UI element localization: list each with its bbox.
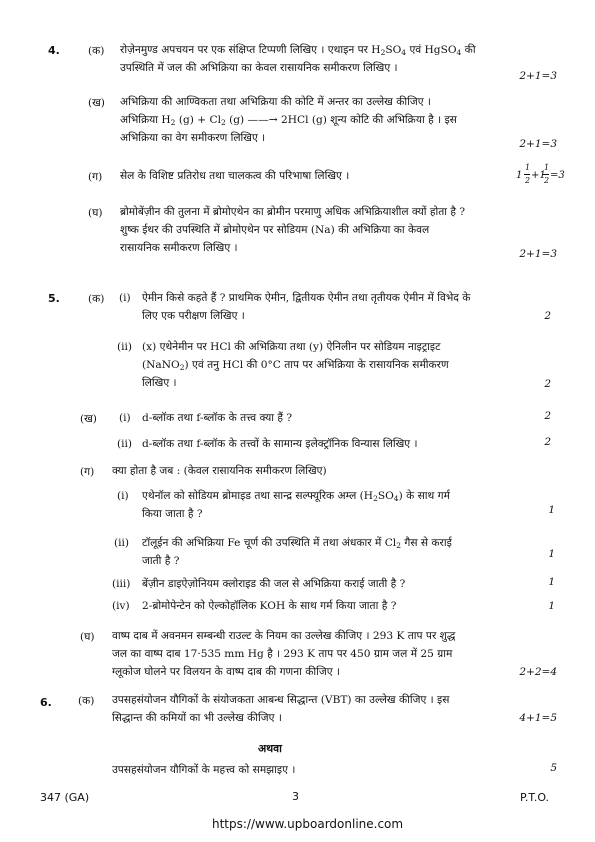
q4a-marks: 2+1=3 xyxy=(519,70,557,82)
q5d-line3: ग्लूकोज घोलने पर विलयन के वाष्प दाब की गणना कीजिए । xyxy=(112,666,340,678)
q5a-i-line2: लिए एक परीक्षण लिखिए । xyxy=(142,310,245,322)
q4a-label: (क) xyxy=(88,45,105,57)
page-number: 3 xyxy=(292,790,299,803)
q6a-line1: उपसहसंयोजन यौगिकों के संयोजकता आबन्ध सिद्धान्त (VBT) का उल्लेख कीजिए । इस xyxy=(112,694,450,706)
q4b-line1: अभिक्रिया की आण्विकता तथा अभिक्रिया की कोटि में अन्तर का उल्लेख कीजिए । xyxy=(120,96,431,108)
q4c-label: (ग) xyxy=(88,171,103,183)
q4b-line2: अभिक्रिया $H_2$ $(g) + Cl_2$ (g) ——→ 2HCl (g) शून्य कोटि की अभिक्रिया है । इस xyxy=(120,114,457,127)
q5a-i-label: (i) xyxy=(119,292,131,304)
q5b-ii-marks: 2 xyxy=(544,436,551,448)
q4c-line1: सेल के विशिष्ट प्रतिरोध तथा चालकत्व की परिभाषा लिखिए । xyxy=(120,170,350,182)
paper-code: 347 (GA) xyxy=(40,791,90,804)
q5a-ii-marks: 2 xyxy=(544,378,551,390)
q5c-ii-line1: टॉलूईन की अभिक्रिया Fe चूर्ण की उपस्थिति में तथा अंधकार में $Cl_2$ गैस से कराई xyxy=(142,537,452,550)
q5d-line1: वाष्प दाब में अवनमन सम्बन्धी राउल्ट के नियम का उल्लेख कीजिए । 293 K ताप पर शुद्ध xyxy=(112,630,456,642)
q6a-marks: 4+1=5 xyxy=(519,712,557,724)
q6a-label: (क) xyxy=(78,695,95,707)
q4a-line1: रोज़ेनमुण्ड अपचयन पर एक संक्षिप्त टिप्पणी लिखिए । एथाइन पर $H_2SO_4$ एवं HgSO$_4$ की xyxy=(120,44,476,57)
q6-alternative-line: उपसहसंयोजन यौगिकों के महत्त्व को समझाइए । xyxy=(112,764,296,776)
q5b-ii-line: d-ब्लॉक तथा f-ब्लॉक के तत्त्वों के सामान्य इलेक्ट्रॉनिक विन्यास लिखिए । xyxy=(142,438,418,450)
q4d-marks: 2+1=3 xyxy=(519,248,557,260)
q5c-intro: क्या होता है जब : (केवल रासायनिक समीकरण लिखिए) xyxy=(112,465,327,477)
q5d-marks: 2+2=4 xyxy=(519,666,557,678)
q5a-ii-label: (ii) xyxy=(117,341,133,353)
q5b-i-label: (i) xyxy=(119,412,131,424)
q5c-ii-label: (ii) xyxy=(114,537,130,549)
q5b-i-marks: 2 xyxy=(544,410,551,422)
or-separator: अथवा xyxy=(258,742,282,755)
q4b-label: (ख) xyxy=(88,97,105,109)
q5d-line2: जल का वाष्प दाब 17·535 mm Hg है । 293 K ताप पर 450 ग्राम जल में 25 ग्राम xyxy=(112,648,453,660)
q5d-label: (घ) xyxy=(80,631,95,643)
q4b-line3: अभिक्रिया का वेग समीकरण लिखिए । xyxy=(120,132,266,144)
q4b-marks: 2+1=3 xyxy=(519,138,557,150)
q4d-line3: रासायनिक समीकरण लिखिए । xyxy=(120,242,238,254)
q5c-iv-label: (iv) xyxy=(112,600,130,612)
q5c-ii-marks: 1 xyxy=(548,548,555,560)
q5c-iii-line: बेंज़ीन डाइऐज़ोनियम क्लोराइड की जल से अभिक्रिया कराई जाती है ? xyxy=(142,578,406,590)
q5c-iv-line: 2-ब्रोमोपेन्टेन को ऐल्कोहॉलिक KOH के साथ गर्म किया जाता है ? xyxy=(142,600,397,612)
q4c-marks: 1 1 2 +1 1 2 =3 xyxy=(516,163,565,185)
q5c-iii-marks: 1 xyxy=(548,576,555,588)
q5c-i-marks: 1 xyxy=(548,504,555,516)
pto-label: P.T.O. xyxy=(520,791,550,804)
q5a-i-line1: ऐमीन किसे कहते हैं ? प्राथमिक ऐमीन, द्वितीयक ऐमीन तथा तृतीयक ऐमीन में विभेद के xyxy=(142,292,471,304)
q4d-label: (घ) xyxy=(88,207,103,219)
q4a-line2: उपस्थिति में जल की अभिक्रिया का केवल रासायनिक समीकरण लिखिए । xyxy=(120,62,398,74)
q5c-i-line1: एथेनॉल को सोडियम ब्रोमाइड तथा सान्द्र सल्फ्यूरिक अम्ल $(H_2SO_4)$ के साथ गर्म xyxy=(142,490,450,503)
q5b-label: (ख) xyxy=(80,413,97,425)
question-6-number: 6. xyxy=(40,696,52,709)
q5b-i-line: d-ब्लॉक तथा f-ब्लॉक के तत्त्व क्या हैं ? xyxy=(142,412,293,424)
q5a-i-marks: 2 xyxy=(544,310,551,322)
q6-alternative-marks: 5 xyxy=(550,762,557,774)
q5c-label: (ग) xyxy=(80,466,95,478)
q5c-ii-line2: जाती है ? xyxy=(142,555,180,567)
footer-url: https://www.upboardonline.com xyxy=(212,817,404,831)
q5c-i-label: (i) xyxy=(117,490,129,502)
q6a-line2: सिद्धान्त की कमियों का भी उल्लेख कीजिए । xyxy=(112,712,282,724)
q5a-ii-line3: लिखिए । xyxy=(142,377,177,389)
q5c-i-line2: किया जाता है ? xyxy=(142,508,203,520)
q5a-label: (क) xyxy=(88,293,105,305)
q5c-iii-label: (iii) xyxy=(112,578,131,590)
question-5-number: 5. xyxy=(48,292,60,305)
q5a-ii-line1: (x) एथेनेमीन पर HCl की अभिक्रिया तथा (y) ऐनिलीन पर सोडियम नाइट्राइट xyxy=(142,341,441,353)
q5c-iv-marks: 1 xyxy=(548,600,555,612)
question-4-number: 4. xyxy=(48,44,60,57)
q5a-ii-line2: (NaNO$_2$) एवं तनु HCl की 0°C ताप पर अभिक्रिया के रासायनिक समीकरण xyxy=(142,359,449,372)
q4d-line1: ब्रोमोबेंज़ीन की तुलना में ब्रोमोएथेन का ब्रोमीन परमाणु अधिक अभिक्रियाशील क्यों होता है ? xyxy=(120,206,466,218)
q5b-ii-label: (ii) xyxy=(117,438,133,450)
q4d-line2: शुष्क ईथर की उपस्थिति में ब्रोमोएथेन पर सोडियम (Na) की अभिक्रिया का केवल xyxy=(120,224,430,236)
